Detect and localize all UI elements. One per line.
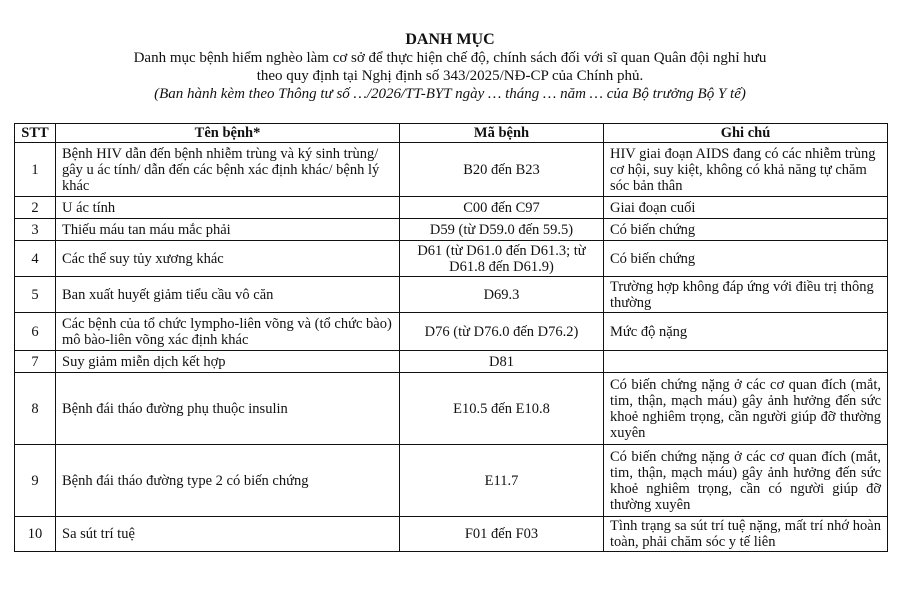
cell-stt: 6 <box>15 313 56 351</box>
header-note: Ghi chú <box>604 124 888 143</box>
cell-disease-name: Sa sút trí tuệ <box>56 517 400 552</box>
table-row <box>15 277 888 313</box>
cell-note: Có biến chứng <box>604 241 888 277</box>
cell-disease-name: Thiếu máu tan máu mắc phải <box>56 219 400 241</box>
subtitle-line-1: Danh mục bệnh hiểm nghèo làm cơ sở để thực hiện chế độ, chính sách đối với sĩ quan Quân đội nghỉ hưu <box>133 50 767 66</box>
table-row <box>15 143 888 197</box>
cell-note: Mức độ nặng <box>604 313 888 351</box>
cell-disease-name: Bệnh đái tháo đường phụ thuộc insulin <box>56 373 400 445</box>
disease-table <box>14 123 888 552</box>
cell-disease-name: Các bệnh của tổ chức lympho-liên võng và (tổ chức bào) mô bào-liên võng xác định khác <box>56 313 400 351</box>
cell-stt: 2 <box>15 197 56 219</box>
cell-stt: 1 <box>15 143 56 197</box>
table-row <box>15 445 888 517</box>
cell-note <box>604 351 888 373</box>
cell-disease-code: D81 <box>400 351 604 373</box>
cell-disease-code: D76 (từ D76.0 đến D76.2) <box>400 313 604 351</box>
header-disease-name: Tên bệnh* <box>56 124 400 143</box>
cell-disease-code: B20 đến B23 <box>400 143 604 197</box>
cell-disease-code: F01 đến F03 <box>400 517 604 552</box>
cell-disease-name: Suy giảm miễn dịch kết hợp <box>56 351 400 373</box>
table-row <box>15 241 888 277</box>
cell-stt: 3 <box>15 219 56 241</box>
cell-stt: 5 <box>15 277 56 313</box>
cell-disease-code: D61 (từ D61.0 đến D61.3; từ D61.8 đến D61.9) <box>400 241 604 277</box>
cell-disease-code: E10.5 đến E10.8 <box>400 373 604 445</box>
cell-note: HIV giai đoạn AIDS đang có các nhiễm trùng cơ hội, suy kiệt, không có khả năng tự chăm sóc bản thân <box>604 143 888 197</box>
header-stt: STT <box>15 124 56 143</box>
cell-disease-name: Các thể suy tủy xương khác <box>56 241 400 277</box>
cell-note: Tình trạng sa sút trí tuệ nặng, mất trí nhớ hoàn toàn, phải chăm sóc y tế liên <box>604 517 888 552</box>
cell-note: Có biến chứng nặng ở các cơ quan đích (mắt, tim, thận, mạch máu) gây ảnh hưởng đến sức khoẻ nghiêm trọng, cần có người giúp đỡ thường xuyên <box>604 445 888 517</box>
cell-disease-code: D69.3 <box>400 277 604 313</box>
table-row <box>15 517 888 552</box>
table-row <box>15 197 888 219</box>
table-header-row <box>15 124 888 143</box>
subtitle-line-2: theo quy định tại Nghị định số 343/2025/NĐ-CP của Chính phủ. <box>256 68 644 84</box>
cell-disease-code: C00 đến C97 <box>400 197 604 219</box>
cell-note: Có biến chứng <box>604 219 888 241</box>
header-disease-code: Mã bệnh <box>400 124 604 143</box>
cell-note: Có biến chứng nặng ở các cơ quan đích (mắt, tim, thận, mạch máu) gây ảnh hưởng đến sức khoẻ nghiêm trọng, cần người giúp đỡ thường xuyên <box>604 373 888 445</box>
cell-disease-name: Bệnh đái tháo đường type 2 có biến chứng <box>56 445 400 517</box>
cell-disease-name: Bệnh HIV dẫn đến bệnh nhiễm trùng và ký sinh trùng/ gây u ác tính/ dẫn đến các bệnh xác định khác/ bệnh lý khác <box>56 143 400 197</box>
table-row <box>15 373 888 445</box>
cell-stt: 7 <box>15 351 56 373</box>
cell-stt: 4 <box>15 241 56 277</box>
table-row <box>15 219 888 241</box>
issuance-note: (Ban hành kèm theo Thông tư số …/2026/TT-BYT ngày … tháng … năm … của Bộ trưởng Bộ Y tế) <box>154 86 746 102</box>
cell-disease-name: Ban xuất huyết giảm tiểu cầu vô căn <box>56 277 400 313</box>
table-row <box>15 351 888 373</box>
document-header <box>0 0 900 103</box>
page-title: DANH MỤC <box>405 31 495 48</box>
cell-disease-code: E11.7 <box>400 445 604 517</box>
cell-stt: 10 <box>15 517 56 552</box>
table-row <box>15 313 888 351</box>
cell-stt: 9 <box>15 445 56 517</box>
cell-disease-name: U ác tính <box>56 197 400 219</box>
cell-disease-code: D59 (từ D59.0 đến 59.5) <box>400 219 604 241</box>
cell-note: Giai đoạn cuối <box>604 197 888 219</box>
cell-stt: 8 <box>15 373 56 445</box>
cell-note: Trường hợp không đáp ứng với điều trị thông thường <box>604 277 888 313</box>
